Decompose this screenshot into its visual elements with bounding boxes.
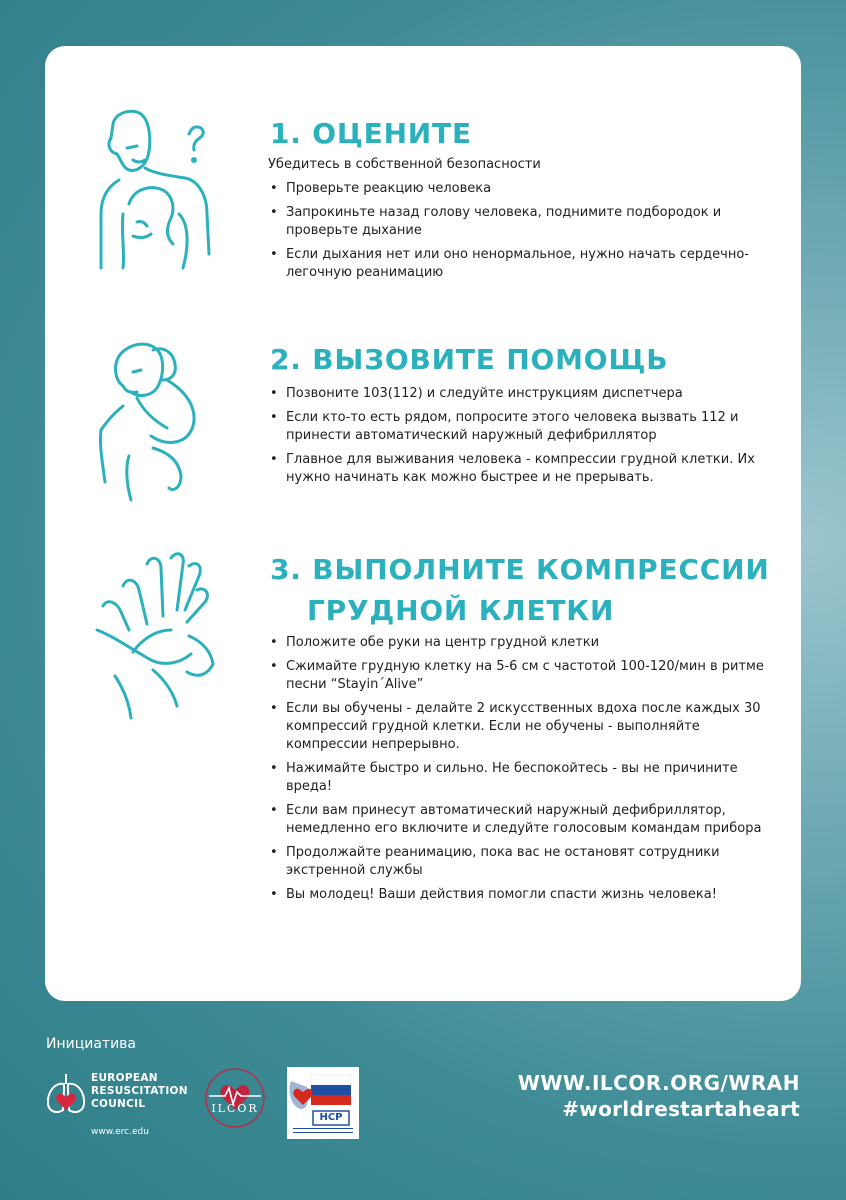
section-intro: Убедитесь в собственной безопасности xyxy=(268,157,541,172)
section-title: 2. ВЫЗОВИТЕ ПОМОЩЬ xyxy=(270,343,669,376)
ilcor-label: ILCOR xyxy=(211,1102,259,1115)
erc-lungs-heart-icon xyxy=(45,1070,87,1118)
bullet-item: • Вы молодец! Ваши действия помогли спасти жизнь человека! xyxy=(268,886,768,904)
nsr-logo[interactable] xyxy=(287,1067,359,1139)
bullet-item: • Нажимайте быстро и сильно. Не беспокойтесь - вы не причините вреда! xyxy=(268,760,768,796)
bullet-item: • Положите обе руки на центр грудной клетки xyxy=(268,634,768,652)
section-title: 1. ОЦЕНИТЕ xyxy=(270,117,472,150)
assess-person-illustration xyxy=(93,104,223,274)
web-block xyxy=(518,1070,800,1122)
content-card xyxy=(45,46,801,1001)
bullet-list xyxy=(268,385,768,487)
erc-logo[interactable] xyxy=(45,1070,195,1150)
bullet-item: • Если дыхания нет или оно ненормальное, нужно начать сердечно-легочную реанимацию xyxy=(268,246,768,282)
section-content xyxy=(268,634,768,910)
erc-name-line3: COUNCIL xyxy=(91,1098,146,1110)
bullet-list xyxy=(268,634,768,904)
bullet-item: • Сжимайте грудную клетку на 5-6 см с частотой 100-120/мин в ритме песни “Stayin´Alive” xyxy=(268,658,768,694)
bullet-item: • Главное для выживания человека - компрессии грудной клетки. Их нужно начинать как можно быстрее и не прерывать. xyxy=(268,451,768,487)
erc-name-line2: RESUSCITATION xyxy=(91,1085,188,1097)
bullet-item: • Если кто-то есть рядом, попросите этого человека вызвать 112 и принести автоматический наружный дефибриллятор xyxy=(268,409,768,445)
bullet-item: • Продолжайте реанимацию, пока вас не остановят сотрудники экстренной службы xyxy=(268,844,768,880)
initiative-label: Инициатива xyxy=(46,1036,137,1052)
bullet-item: • Проверьте реакцию человека xyxy=(268,180,768,198)
nsr-flag-icon xyxy=(287,1067,359,1139)
erc-name-line1: EUROPEAN xyxy=(91,1072,158,1084)
bullet-item: • Если вам принесут автоматический наружный дефибриллятор, немедленно его включите и следуйте голосовым командам прибора xyxy=(268,802,768,838)
section-title: 3. ВЫПОЛНИТЕ КОМПРЕССИИ xyxy=(270,553,770,586)
bullet-item: • Позвоните 103(112) и следуйте инструкциям диспетчера xyxy=(268,385,768,403)
section-title-line2: ГРУДНОЙ КЛЕТКИ xyxy=(307,594,615,627)
erc-url[interactable]: www.erc.edu xyxy=(91,1127,149,1137)
bullet-item: • Запрокиньте назад голову человека, поднимите подбородок и проверьте дыхание xyxy=(268,204,768,240)
bullet-item: • Если вы обучены - делайте 2 искусственных вдоха после каждых 30 компрессий грудной клетки. Если не обучены - выполняйте компрессии непрерывно. xyxy=(268,700,768,754)
nsr-label: НСР xyxy=(319,1112,343,1123)
bullet-list xyxy=(268,180,768,282)
phone-call-illustration xyxy=(93,336,223,506)
footer xyxy=(0,1010,846,1200)
section-content xyxy=(268,156,768,288)
compression-hands-illustration xyxy=(93,546,223,726)
section-content xyxy=(268,385,768,493)
ilcor-logo[interactable] xyxy=(203,1066,267,1138)
website-link[interactable]: WWW.ILCOR.ORG/WRAH xyxy=(517,1071,800,1095)
hashtag[interactable]: #worldrestartaheart xyxy=(562,1097,800,1121)
